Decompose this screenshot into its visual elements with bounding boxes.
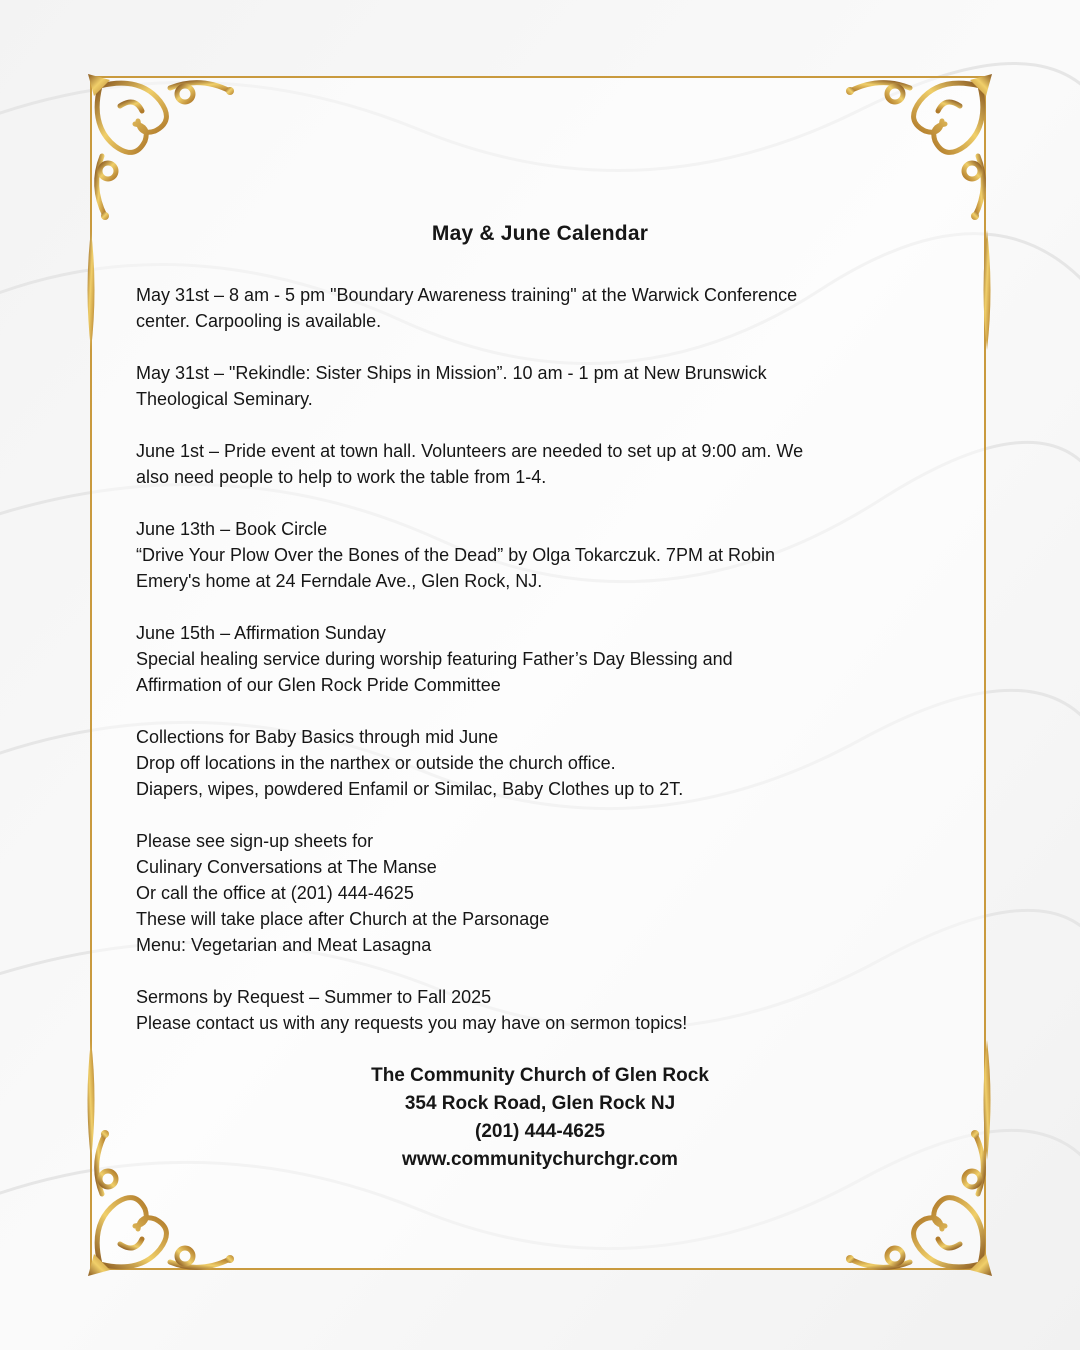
church-phone: (201) 444-4625: [475, 1121, 605, 1142]
event-pride: [136, 438, 936, 490]
event-line: Please see sign-up sheets for: [136, 831, 374, 851]
event-line: Sermons by Request – Summer to Fall 2025: [136, 987, 492, 1007]
church-name: The Community Church of Glen Rock: [371, 1065, 709, 1086]
page-title: May & June Calendar: [431, 222, 649, 245]
event-line: June 13th – Book Circle: [136, 519, 328, 539]
event-line: These will take place after Church at the Parsonage: [136, 909, 550, 929]
event-line: Diapers, wipes, powdered Enfamil or Similac, Baby Clothes up to 2T.: [136, 779, 684, 799]
event-line: Please contact us with any requests you may have on sermon topics!: [136, 1013, 688, 1033]
event-sermons-by-request: [136, 984, 936, 1036]
side-flourish-icon: [980, 230, 994, 350]
event-line: Menu: Vegetarian and Meat Lasagna: [136, 935, 432, 955]
event-line: June 15th – Affirmation Sunday: [136, 623, 386, 643]
event-line: May 31st – "Rekindle: Sister Ships in Mission”. 10 am - 1 pm at New Brunswick: [136, 363, 767, 383]
event-line: also need people to help to work the table from 1-4.: [136, 467, 547, 487]
event-line: Culinary Conversations at The Manse: [136, 857, 437, 877]
event-line: center. Carpooling is available.: [136, 311, 382, 331]
event-line: Drop off locations in the narthex or outside the church office.: [136, 753, 616, 773]
event-line: Emery's home at 24 Ferndale Ave., Glen Rock, NJ.: [136, 571, 543, 591]
event-line: Or call the office at (201) 444-4625: [136, 883, 414, 903]
event-culinary-conversations: [136, 828, 936, 958]
event-line: Special healing service during worship featuring Father’s Day Blessing and: [136, 649, 733, 669]
event-line: May 31st – 8 am - 5 pm "Boundary Awareness training" at the Warwick Conference: [136, 285, 798, 305]
event-list: [136, 282, 936, 1062]
event-line: Theological Seminary.: [136, 389, 313, 409]
corner-ornament-icon: [830, 66, 1000, 236]
event-affirmation-sunday: [136, 620, 936, 698]
side-flourish-icon: [84, 230, 98, 350]
event-line: Affirmation of our Glen Rock Pride Committee: [136, 675, 501, 695]
event-line: “Drive Your Plow Over the Bones of the Dead” by Olga Tokarczuk. 7PM at Robin: [136, 545, 775, 565]
church-website: www.communitychurchgr.com: [402, 1149, 678, 1170]
event-boundary-training: [136, 282, 936, 334]
church-address: 354 Rock Road, Glen Rock NJ: [404, 1093, 676, 1114]
event-baby-basics: [136, 724, 936, 802]
event-line: June 1st – Pride event at town hall. Volunteers are needed to set up at 9:00 am. We: [136, 441, 804, 461]
event-book-circle: [136, 516, 936, 594]
event-line: Collections for Baby Basics through mid June: [136, 727, 499, 747]
corner-ornament-icon: [80, 66, 250, 236]
church-contact-footer: [0, 1062, 1080, 1174]
event-rekindle: [136, 360, 936, 412]
